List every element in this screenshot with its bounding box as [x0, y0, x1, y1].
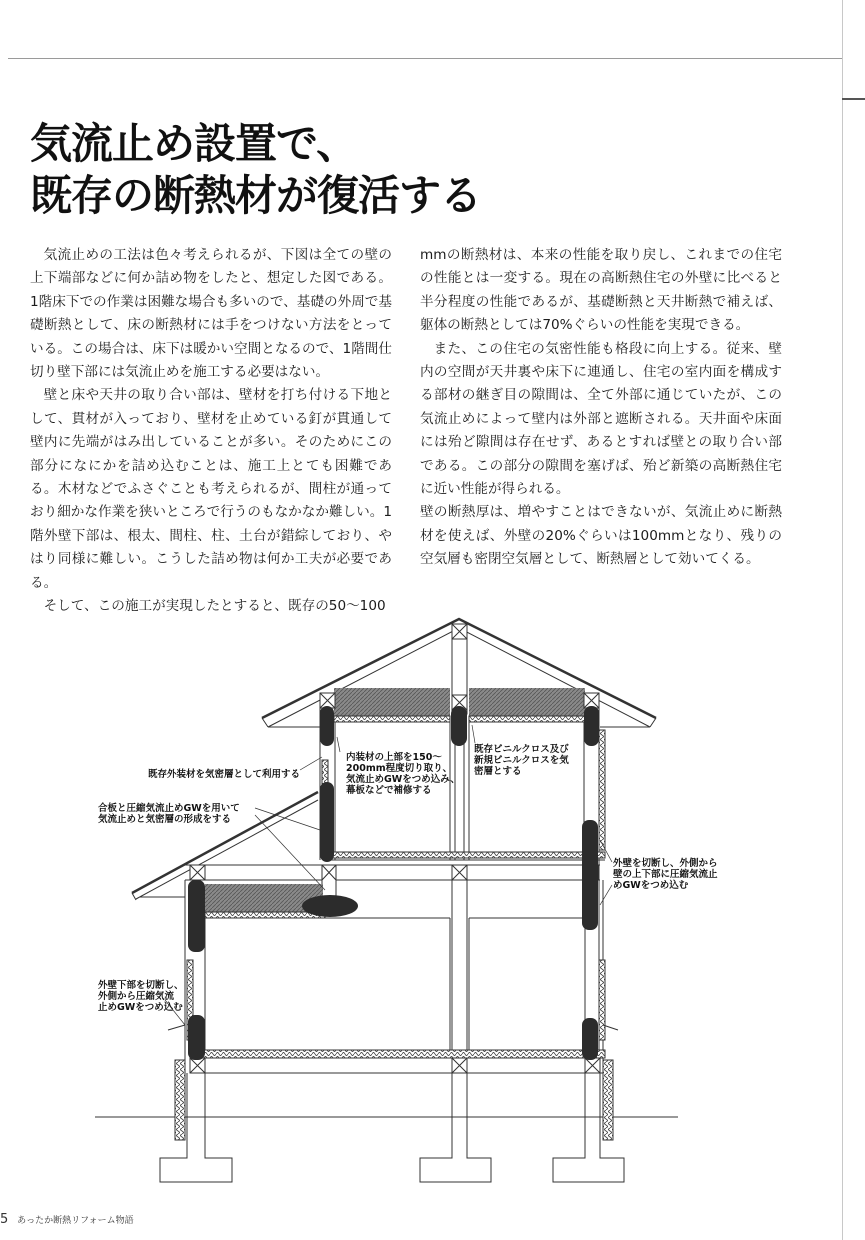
house-section-diagram — [0, 600, 865, 1200]
label-interior-line-4: 幕板などで補修する — [346, 785, 432, 796]
label-vinyl-line-2: 新規ビニルクロスを気 — [474, 755, 569, 766]
label-vinyl-line-3: 密層とする — [474, 766, 522, 777]
label-plywood-line-2: 気流止めと気密層の形成をする — [98, 814, 232, 825]
title-line-2: 既存の断熱材が復活する — [30, 171, 482, 220]
section-drawing — [0, 600, 865, 1200]
label-plywood-line-1: 合板と圧縮気流止めGWを用いて — [98, 803, 240, 814]
label-lower-wall-line-2: 外側から圧縮気流 — [98, 991, 175, 1002]
label-interior-line-1: 内装材の上部を150〜 — [346, 752, 442, 763]
page-title — [30, 118, 481, 222]
paragraph: 壁と床や天井の取り合い部は、壁材を打ち付ける下地として、貫材が入っており、壁材を止めている釘が貫通して壁内に先端がはみ出していることが多い。そのためにこの部分になにかを詰め込むことは、施工上とても困難である。木材などでふさぐことも考えられるが、間柱が通っており細かな作業を狭いところで行うのもなかなか難しい。1階外壁下部は、根太、間柱、柱、土台が錯綜しており、やはり同様に難しい。こうした詰め物は何か工夫が必要である。 — [30, 387, 392, 591]
label-right-wall-line-3: めGWをつめ込む — [613, 880, 689, 891]
top-divider — [8, 58, 842, 59]
label-lower-wall-line-3: 止めGWをつめ込む — [98, 1002, 183, 1013]
paragraph: 壁の断熱厚は、増やすことはできないが、気流止めに断熱材を使えば、外壁の20%ぐらいは100mmとなり、残りの空気層も密閉空気層として、断熱層として効いてくる。 — [420, 504, 782, 568]
label-right-wall-line-2: 壁の上下部に圧縮気流止 — [613, 869, 718, 880]
label-vinyl-line-1: 既存ビニルクロス及び — [474, 744, 569, 755]
label-interior-line-3: 気流止めGWをつめ込み、 — [346, 774, 460, 785]
publication-name: あったか断熱リフォーム物語 — [17, 1216, 134, 1226]
label-lower-wall-line-1: 外壁下部を切断し、 — [98, 980, 184, 991]
body-column-left — [30, 244, 392, 619]
paragraph: また、この住宅の気密性能も格段に向上する。従来、壁内の空間が天井裏や床下に連通し、住宅の室内面を構成する部材の継ぎ目の隙間は、全て外部に通じていたが、この気流止めによって壁内は外部と遮断される。天井面や床面には殆ど隙間は存在せず、あるとすれば壁との取り合い部である。この部分の隙間を塞げば、殆ど新築の高断熱住宅に近い性能が得られる。 — [420, 340, 782, 498]
body-column-right — [420, 244, 782, 572]
page-tab-marker — [842, 98, 865, 100]
paragraph: そして、この施工が実現したとすると、既存の50〜100 — [43, 598, 386, 615]
title-line-1: 気流止め設置で、 — [30, 119, 358, 168]
label-existing-siding: 既存外装材を気密層として利用する — [148, 769, 301, 780]
label-right-wall-line-1: 外壁を切断し、外側から — [613, 858, 718, 869]
page-footer — [0, 1212, 134, 1227]
page-number: 5 — [0, 1212, 9, 1227]
paragraph: mmの断熱材は、本来の性能を取り戻し、これまでの住宅の性能とは一変する。現在の高断熱住宅の外壁に比べると半分程度の性能であるが、基礎断熱と天井断熱で補えば、躯体の断熱としては70%ぐらいの性能を実現できる。 — [420, 247, 782, 334]
paragraph: 気流止めの工法は色々考えられるが、下図は全ての壁の上下端部などに何か詰め物をしたと、想定した図である。1階床下での作業は困難な場合も多いので、基礎の外周で基礎断熱として、床の断熱材には手をつけない方法をとっている。この場合は、床下は暖かい空間となるので、1階間仕切り壁下部には気流止めを施工する必要はない。 — [30, 247, 392, 381]
label-interior-line-2: 200mm程度切り取り、 — [346, 763, 453, 774]
